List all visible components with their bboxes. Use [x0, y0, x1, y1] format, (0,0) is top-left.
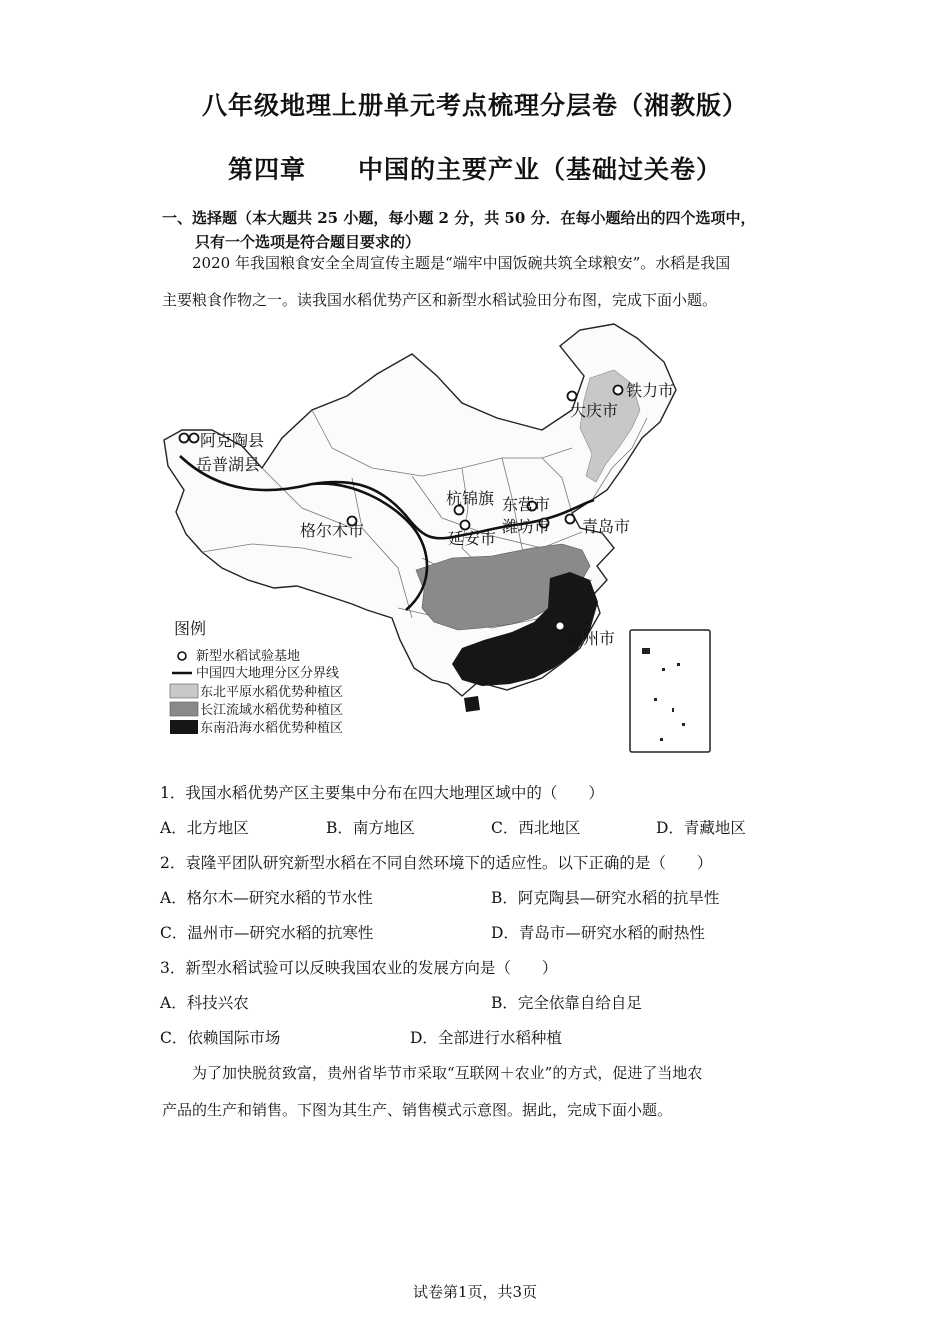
q1-option-d: D．青藏地区 — [656, 819, 746, 837]
chapter-number: 第四章 — [227, 155, 306, 184]
q1-option-b: B．南方地区 — [326, 819, 415, 837]
q3-option-d: D．全部进行水稻种植 — [410, 1029, 562, 1047]
label-tieli: 铁力市 — [626, 381, 675, 400]
q2-option-d: D．青岛市—研究水稻的耐热性 — [491, 924, 705, 942]
q2-option-b: B．阿克陶县—研究水稻的抗旱性 — [491, 889, 720, 907]
intro-1-line-1: 2020 年我国粮食安全全周宣传主题是“端牢中国饭碗共筑全球粮安”。水稻是我国 — [192, 254, 731, 272]
legend-boundary: 中国四大地理分区分界线 — [196, 666, 340, 681]
q3-option-c: C．依赖国际市场 — [160, 1029, 281, 1047]
q3-option-b: B．完全依靠自给自足 — [491, 994, 642, 1012]
label-yanan: 延安市 — [448, 529, 497, 548]
legend-northeast: 东北平原水稻优势种植区 — [200, 685, 344, 700]
q3-stem: 3．新型水稻试验可以反映我国农业的发展方向是（ ） — [160, 959, 558, 977]
label-qingdao: 青岛市 — [582, 517, 631, 536]
label-akto: 阿克陶县 — [200, 431, 265, 450]
label-golmud: 格尔木市 — [300, 521, 365, 540]
legend-southeast: 东南沿海水稻优势种植区 — [200, 721, 344, 736]
intro-2-line-2: 产品的生产和销售。下图为其生产、销售模式示意图。据此，完成下面小题。 — [162, 1101, 673, 1119]
section-line-1: 一、选择题（本大题共 25 小题，每小题 2 分，共 50 分．在每小题给出的四个选项中， — [162, 209, 756, 227]
map-legend — [170, 619, 343, 736]
q1-option-c: C．西北地区 — [491, 819, 581, 837]
label-dongying: 东营市 — [502, 495, 551, 514]
q1-option-a: A．北方地区 — [160, 819, 249, 837]
intro-2-line-1: 为了加快脱贫致富，贵州省毕节市采取“互联网＋农业”的方式，促进了当地农 — [192, 1064, 703, 1082]
doc-title: 八年级地理上册单元考点梳理分层卷（湘教版） — [201, 91, 748, 120]
section-line-2: 只有一个选项是符合题目要求的） — [195, 233, 421, 251]
legend-yangtze: 长江流域水稻优势种植区 — [200, 703, 344, 718]
label-wenzhou: 温州市 — [567, 629, 616, 648]
intro-1-line-2: 主要粮食作物之一。读我国水稻优势产区和新型水稻试验田分布图，完成下面小题。 — [162, 291, 718, 309]
section-heading — [162, 206, 822, 254]
chapter-name: 中国的主要产业（基础过关卷） — [358, 155, 723, 184]
label-daqing: 大庆市 — [570, 401, 619, 420]
page-footer: 试卷第1页，共3页 — [412, 1283, 538, 1301]
doc-subtitle — [0, 150, 950, 186]
legend-title: 图例 — [174, 619, 207, 638]
q1-stem: 1．我国水稻优势产区主要集中分布在四大地理区域中的（ ） — [160, 784, 604, 802]
q2-stem: 2．袁隆平团队研究新型水稻在不同自然环境下的适应性。以下正确的是（ ） — [160, 854, 713, 872]
rice-distribution-map — [162, 318, 714, 758]
q2-option-a: A．格尔木—研究水稻的节水性 — [160, 889, 373, 907]
label-yuepuhu: 岳普湖县 — [196, 455, 261, 474]
legend-base: 新型水稻试验基地 — [196, 649, 301, 664]
q2-option-c: C．温州市—研究水稻的抗寒性 — [160, 924, 374, 942]
label-hangjin: 杭锦旗 — [446, 489, 495, 508]
q3-option-a: A．科技兴农 — [160, 994, 249, 1012]
label-weifang: 潍坊市 — [502, 517, 551, 536]
hainan-island — [464, 696, 480, 712]
